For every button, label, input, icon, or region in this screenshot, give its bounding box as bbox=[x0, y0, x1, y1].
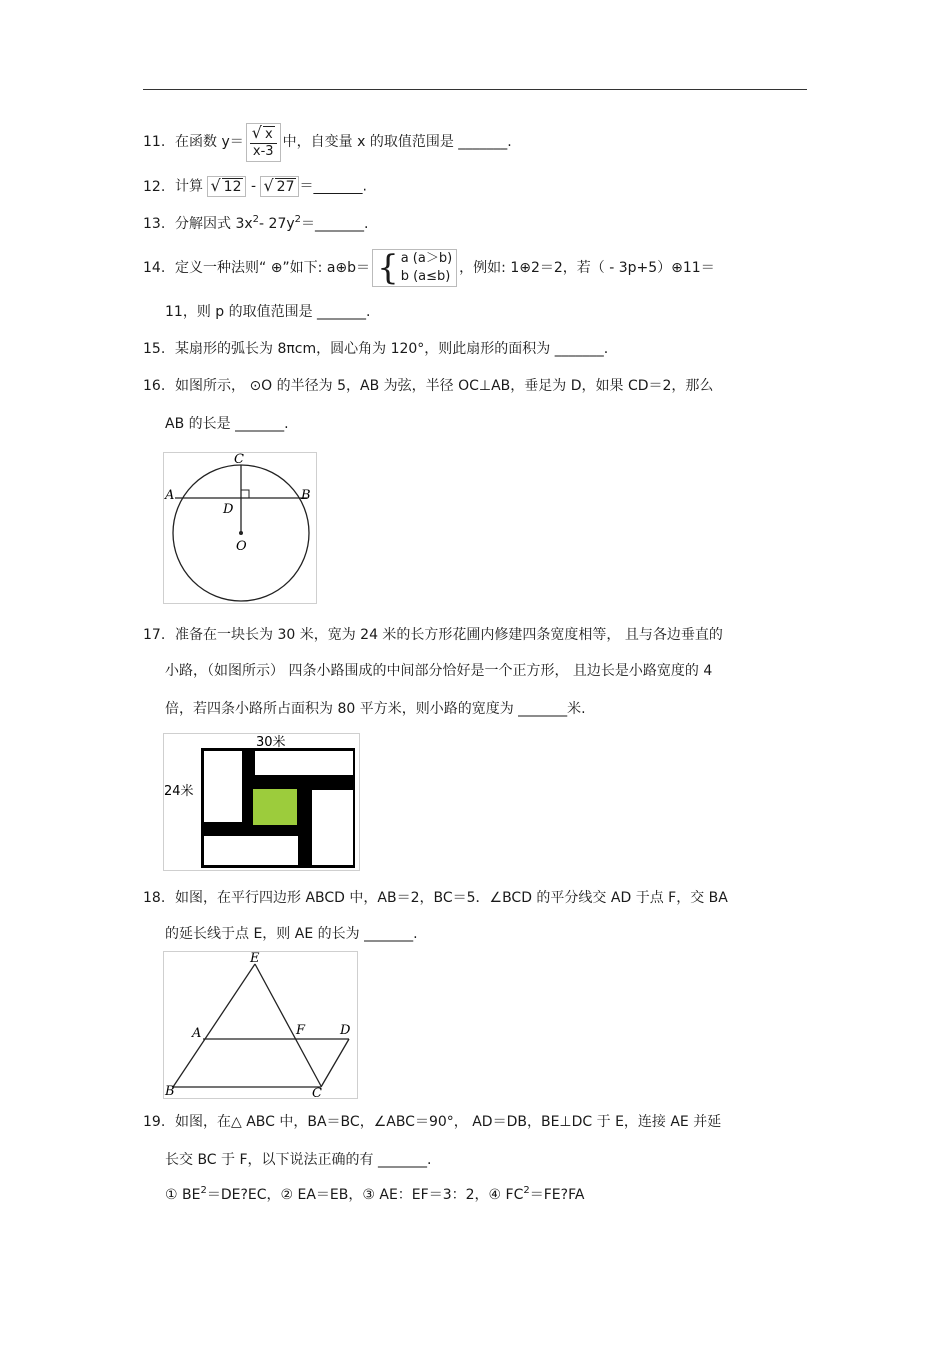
radical-image: √ 12 bbox=[207, 176, 246, 197]
question-14-line2: 11，则 p 的取值范围是 _______. bbox=[165, 304, 371, 320]
question-14: 14. 定义一种法则“ ⊕”如下: a⊕b＝ { a (a＞b) b (a≤b) ，例如: 1⊕2＝2，若（ - 3p+5）⊕11＝ bbox=[143, 243, 715, 293]
label-b: B bbox=[165, 1084, 175, 1099]
question-13: 13. 分解因式 $3x^2-$ $27y^2=\_\_\_\_\_\_\_$. bbox=[143, 214, 369, 232]
question-number: 16. bbox=[143, 378, 166, 394]
question-19: 19. 如图，在△ ABC 中，BA＝BC，∠ABC＝90°， AD＝DB，BE⊥DC 于 E，连接 AE 并延 bbox=[143, 1114, 722, 1130]
question-17-line2: 小路，（如图所示） 四条小路围成的中间部分恰好是一个正方形， 且边长是小路宽度的 4 bbox=[165, 663, 713, 679]
question-text: 中，自变量 x 的取值范围是 _______. bbox=[282, 134, 512, 150]
label-c: C bbox=[312, 1086, 322, 1099]
fraction-image: $\frac{√ x}{x-3}$ bbox=[246, 123, 281, 162]
label-d: D bbox=[340, 1023, 351, 1038]
question-16-line2: AB 的长是 _______. bbox=[165, 416, 289, 432]
question-17: 17. 准备在一块长为 30 米，宽为 24 米的长方形花圃内修建四条宽度相等， 且与各边垂直的 bbox=[143, 627, 723, 643]
question-number: 14. bbox=[143, 260, 166, 276]
piecewise-image: { a (a＞b) b (a≤b) bbox=[372, 249, 457, 287]
label-o: O bbox=[236, 539, 247, 554]
label-d: D bbox=[223, 502, 234, 517]
question-18: 18. 如图，在平行四边形 ABCD 中，AB＝2，BC＝5．∠BCD 的平分线交 AD 于点 F，交 BA bbox=[143, 890, 728, 906]
question-number: 12. bbox=[143, 178, 166, 195]
center-square bbox=[253, 789, 297, 825]
label-e: E bbox=[250, 951, 260, 966]
circle-figure bbox=[163, 452, 317, 604]
garden-figure bbox=[163, 733, 360, 871]
question-15: 15. 某扇形的弧长为 8πcm，圆心角为 120°，则此扇形的面积为 _______. bbox=[143, 341, 609, 357]
question-number: 19. bbox=[143, 1114, 166, 1130]
label-width: 24米 bbox=[164, 784, 194, 799]
question-12: 12. 计算 √ 12 - √ 27 ＝_______. bbox=[143, 176, 367, 195]
question-number: 17. bbox=[143, 627, 166, 643]
label-c: C bbox=[234, 452, 244, 467]
parallelogram-figure bbox=[163, 951, 358, 1099]
question-text: 在函数 y＝ bbox=[175, 134, 244, 150]
label-length: 30米 bbox=[256, 735, 286, 750]
question-number: 15. bbox=[143, 341, 166, 357]
question-19-line2: 长交 BC 于 F，以下说法正确的有 _______. bbox=[165, 1152, 432, 1168]
label-b: B bbox=[301, 488, 311, 503]
question-18-line2: 的延长线于点 E，则 AE 的长为 _______. bbox=[165, 926, 418, 942]
question-11 bbox=[143, 122, 512, 162]
label-a: A bbox=[192, 1026, 202, 1041]
question-number: 13. bbox=[143, 216, 166, 232]
question-number: 18. bbox=[143, 890, 166, 906]
radical-image: √ 27 bbox=[260, 176, 299, 197]
header-rule bbox=[143, 89, 807, 90]
question-17-line3: 倍，若四条小路所占面积为 80 平方米，则小路的宽度为 _______米. bbox=[165, 701, 586, 717]
question-16: 16. 如图所示， ⊙O 的半径为 5，AB 为弦，半径 OC⊥AB，垂足为 D，如果 CD＝2，那么 bbox=[143, 378, 714, 394]
question-number: 11. bbox=[143, 134, 166, 150]
label-a: A bbox=[165, 488, 175, 503]
label-f: F bbox=[296, 1023, 306, 1038]
question-19-line3: ① $BE^2=DE?EC$，② EA＝EB，③ AE：EF＝3：2，④ $FC^2=FE?FA$ bbox=[165, 1185, 585, 1203]
